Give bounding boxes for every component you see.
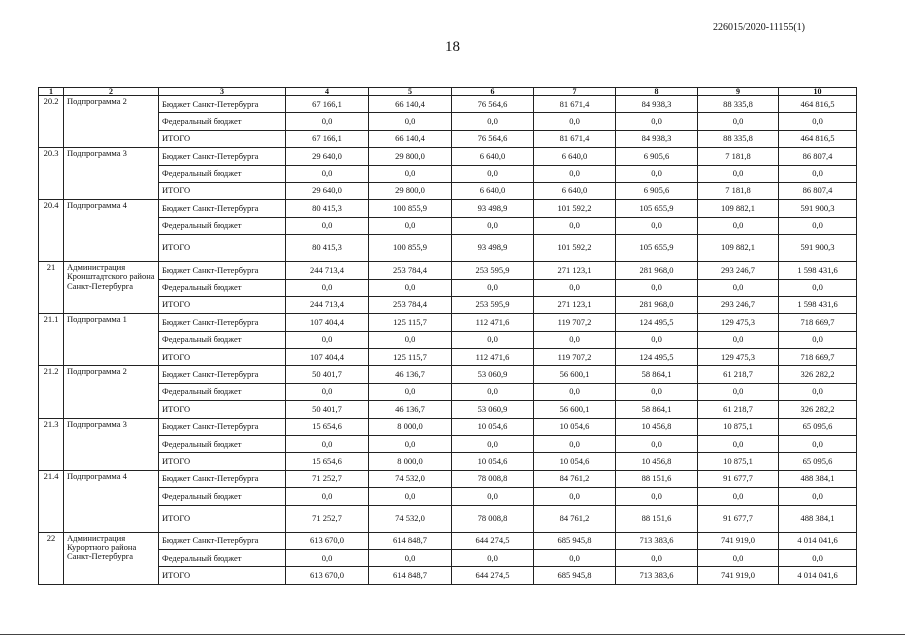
amount-cell: 84 938,3 — [616, 96, 698, 113]
amount-cell: 0,0 — [698, 331, 779, 348]
amount-cell: 8 000,0 — [369, 453, 452, 470]
amount-cell: 80 415,3 — [286, 235, 369, 262]
amount-cell: 0,0 — [369, 217, 452, 234]
amount-cell: 67 166,1 — [286, 96, 369, 113]
amount-cell: 0,0 — [616, 165, 698, 182]
amount-cell: 107 404,4 — [286, 314, 369, 331]
amount-cell: 0,0 — [698, 279, 779, 296]
amount-cell: 614 848,7 — [369, 567, 452, 584]
row-code: 20.3 — [39, 148, 64, 200]
funding-source: ИТОГО — [159, 235, 286, 262]
amount-cell: 0,0 — [286, 217, 369, 234]
amount-cell: 0,0 — [616, 331, 698, 348]
amount-cell: 0,0 — [616, 113, 698, 130]
amount-cell: 119 707,2 — [534, 314, 616, 331]
table-row — [39, 383, 857, 400]
amount-cell: 0,0 — [369, 165, 452, 182]
amount-cell: 0,0 — [286, 488, 369, 505]
funding-source: Бюджет Санкт-Петербурга — [159, 148, 286, 165]
amount-cell: 125 115,7 — [369, 349, 452, 366]
amount-cell: 0,0 — [779, 279, 857, 296]
program-name: Подпрограмма 2 — [64, 366, 159, 418]
amount-cell: 718 669,7 — [779, 314, 857, 331]
amount-cell: 0,0 — [369, 113, 452, 130]
page-bottom-rule — [0, 634, 905, 635]
table-row — [39, 262, 857, 279]
program-name: Подпрограмма 1 — [64, 314, 159, 366]
amount-cell: 591 900,3 — [779, 200, 857, 217]
column-header: 10 — [779, 88, 857, 96]
amount-cell: 253 595,9 — [452, 262, 534, 279]
funding-source: Федеральный бюджет — [159, 113, 286, 130]
amount-cell: 685 945,8 — [534, 567, 616, 584]
funding-source: Бюджет Санкт-Петербурга — [159, 366, 286, 383]
amount-cell: 6 905,6 — [616, 182, 698, 199]
amount-cell: 0,0 — [616, 383, 698, 400]
amount-cell: 10 054,6 — [452, 418, 534, 435]
funding-source: Федеральный бюджет — [159, 331, 286, 348]
amount-cell: 100 855,9 — [369, 200, 452, 217]
amount-cell: 741 919,0 — [698, 532, 779, 549]
amount-cell: 29 800,0 — [369, 148, 452, 165]
amount-cell: 10 054,6 — [452, 453, 534, 470]
amount-cell: 81 671,4 — [534, 130, 616, 147]
column-header: 2 — [64, 88, 159, 96]
funding-source: Федеральный бюджет — [159, 165, 286, 182]
amount-cell: 713 383,6 — [616, 567, 698, 584]
amount-cell: 50 401,7 — [286, 401, 369, 418]
amount-cell: 0,0 — [369, 549, 452, 566]
amount-cell: 124 495,5 — [616, 314, 698, 331]
table-row — [39, 182, 857, 199]
amount-cell: 88 151,6 — [616, 470, 698, 487]
amount-cell: 0,0 — [698, 383, 779, 400]
funding-source: ИТОГО — [159, 130, 286, 147]
table-row — [39, 331, 857, 348]
table-row — [39, 235, 857, 262]
amount-cell: 0,0 — [779, 383, 857, 400]
amount-cell: 0,0 — [286, 436, 369, 453]
funding-source: ИТОГО — [159, 182, 286, 199]
amount-cell: 93 498,9 — [452, 235, 534, 262]
amount-cell: 74 532,0 — [369, 505, 452, 532]
funding-source: ИТОГО — [159, 296, 286, 313]
table-row — [39, 470, 857, 487]
amount-cell: 4 014 041,6 — [779, 532, 857, 549]
program-name: Подпрограмма 4 — [64, 470, 159, 532]
amount-cell: 0,0 — [534, 165, 616, 182]
amount-cell: 488 384,1 — [779, 470, 857, 487]
amount-cell: 84 761,2 — [534, 505, 616, 532]
row-code: 21.4 — [39, 470, 64, 532]
funding-source: Бюджет Санкт-Петербурга — [159, 200, 286, 217]
amount-cell: 326 282,2 — [779, 401, 857, 418]
amount-cell: 100 855,9 — [369, 235, 452, 262]
amount-cell: 46 136,7 — [369, 401, 452, 418]
amount-cell: 0,0 — [452, 436, 534, 453]
amount-cell: 66 140,4 — [369, 130, 452, 147]
table-row — [39, 113, 857, 130]
amount-cell: 65 095,6 — [779, 418, 857, 435]
amount-cell: 1 598 431,6 — [779, 262, 857, 279]
table-row — [39, 532, 857, 549]
amount-cell: 0,0 — [534, 383, 616, 400]
amount-cell: 91 677,7 — [698, 470, 779, 487]
amount-cell: 81 671,4 — [534, 96, 616, 113]
amount-cell: 29 640,0 — [286, 148, 369, 165]
amount-cell: 0,0 — [698, 217, 779, 234]
amount-cell: 0,0 — [616, 279, 698, 296]
table-row — [39, 130, 857, 147]
column-header: 3 — [159, 88, 286, 96]
amount-cell: 10 054,6 — [534, 453, 616, 470]
amount-cell: 105 655,9 — [616, 200, 698, 217]
amount-cell: 281 968,0 — [616, 262, 698, 279]
row-code: 21 — [39, 262, 64, 314]
table-row — [39, 96, 857, 113]
amount-cell: 741 919,0 — [698, 567, 779, 584]
table-row — [39, 314, 857, 331]
amount-cell: 0,0 — [369, 436, 452, 453]
funding-source: ИТОГО — [159, 453, 286, 470]
column-header: 7 — [534, 88, 616, 96]
amount-cell: 1 598 431,6 — [779, 296, 857, 313]
table-body — [39, 96, 857, 585]
amount-cell: 101 592,2 — [534, 235, 616, 262]
amount-cell: 50 401,7 — [286, 366, 369, 383]
amount-cell: 80 415,3 — [286, 200, 369, 217]
amount-cell: 129 475,3 — [698, 349, 779, 366]
amount-cell: 10 875,1 — [698, 453, 779, 470]
table-row — [39, 296, 857, 313]
amount-cell: 464 816,5 — [779, 96, 857, 113]
amount-cell: 7 181,8 — [698, 148, 779, 165]
amount-cell: 88 335,8 — [698, 96, 779, 113]
funding-source: Бюджет Санкт-Петербурга — [159, 418, 286, 435]
table-row — [39, 349, 857, 366]
amount-cell: 10 054,6 — [534, 418, 616, 435]
table-row — [39, 567, 857, 584]
amount-cell: 0,0 — [698, 436, 779, 453]
table-row — [39, 279, 857, 296]
amount-cell: 78 008,8 — [452, 470, 534, 487]
table-row — [39, 549, 857, 566]
amount-cell: 0,0 — [452, 217, 534, 234]
row-code: 22 — [39, 532, 64, 584]
amount-cell: 56 600,1 — [534, 366, 616, 383]
amount-cell: 244 713,4 — [286, 262, 369, 279]
amount-cell: 10 875,1 — [698, 418, 779, 435]
funding-source: Федеральный бюджет — [159, 488, 286, 505]
amount-cell: 0,0 — [779, 549, 857, 566]
table-row — [39, 418, 857, 435]
amount-cell: 0,0 — [286, 279, 369, 296]
funding-source: ИТОГО — [159, 567, 286, 584]
program-name: Подпрограмма 4 — [64, 200, 159, 262]
amount-cell: 0,0 — [452, 113, 534, 130]
amount-cell: 0,0 — [534, 436, 616, 453]
amount-cell: 105 655,9 — [616, 235, 698, 262]
amount-cell: 129 475,3 — [698, 314, 779, 331]
amount-cell: 74 532,0 — [369, 470, 452, 487]
funding-source: Федеральный бюджет — [159, 383, 286, 400]
amount-cell: 0,0 — [452, 279, 534, 296]
amount-cell: 0,0 — [616, 549, 698, 566]
amount-cell: 107 404,4 — [286, 349, 369, 366]
amount-cell: 8 000,0 — [369, 418, 452, 435]
amount-cell: 6 905,6 — [616, 148, 698, 165]
amount-cell: 0,0 — [616, 488, 698, 505]
amount-cell: 644 274,5 — [452, 567, 534, 584]
amount-cell: 124 495,5 — [616, 349, 698, 366]
amount-cell: 293 246,7 — [698, 296, 779, 313]
amount-cell: 0,0 — [369, 279, 452, 296]
amount-cell: 91 677,7 — [698, 505, 779, 532]
program-name: Администрация Кронштадтского района Санкт-Петербурга — [64, 262, 159, 314]
amount-cell: 0,0 — [616, 217, 698, 234]
amount-cell: 112 471,6 — [452, 314, 534, 331]
amount-cell: 66 140,4 — [369, 96, 452, 113]
document-id: 226015/2020-11155(1) — [712, 22, 805, 33]
column-header: 8 — [616, 88, 698, 96]
amount-cell: 0,0 — [779, 436, 857, 453]
amount-cell: 0,0 — [286, 331, 369, 348]
amount-cell: 0,0 — [779, 165, 857, 182]
amount-cell: 0,0 — [452, 549, 534, 566]
amount-cell: 119 707,2 — [534, 349, 616, 366]
amount-cell: 326 282,2 — [779, 366, 857, 383]
amount-cell: 253 784,4 — [369, 262, 452, 279]
amount-cell: 76 564,6 — [452, 96, 534, 113]
amount-cell: 0,0 — [698, 165, 779, 182]
amount-cell: 58 864,1 — [616, 401, 698, 418]
amount-cell: 0,0 — [779, 217, 857, 234]
row-code: 21.3 — [39, 418, 64, 470]
table-row — [39, 505, 857, 532]
amount-cell: 0,0 — [616, 436, 698, 453]
amount-cell: 71 252,7 — [286, 505, 369, 532]
amount-cell: 0,0 — [534, 113, 616, 130]
amount-cell: 46 136,7 — [369, 366, 452, 383]
amount-cell: 10 456,8 — [616, 418, 698, 435]
row-code: 20.4 — [39, 200, 64, 262]
program-name: Подпрограмма 2 — [64, 96, 159, 148]
row-code: 21.2 — [39, 366, 64, 418]
amount-cell: 6 640,0 — [452, 182, 534, 199]
amount-cell: 0,0 — [452, 488, 534, 505]
amount-cell: 109 882,1 — [698, 200, 779, 217]
amount-cell: 464 816,5 — [779, 130, 857, 147]
table-row — [39, 148, 857, 165]
amount-cell: 93 498,9 — [452, 200, 534, 217]
budget-table — [38, 87, 857, 585]
amount-cell: 293 246,7 — [698, 262, 779, 279]
amount-cell: 0,0 — [452, 383, 534, 400]
amount-cell: 29 640,0 — [286, 182, 369, 199]
amount-cell: 125 115,7 — [369, 314, 452, 331]
amount-cell: 0,0 — [452, 165, 534, 182]
column-number-row — [39, 88, 857, 96]
row-code: 20.2 — [39, 96, 64, 148]
amount-cell: 58 864,1 — [616, 366, 698, 383]
amount-cell: 10 456,8 — [616, 453, 698, 470]
amount-cell: 244 713,4 — [286, 296, 369, 313]
program-name: Администрация Курортного района Санкт-Петербурга — [64, 532, 159, 584]
amount-cell: 0,0 — [286, 383, 369, 400]
amount-cell: 0,0 — [534, 279, 616, 296]
column-header: 6 — [452, 88, 534, 96]
amount-cell: 101 592,2 — [534, 200, 616, 217]
funding-source: ИТОГО — [159, 401, 286, 418]
funding-source: Федеральный бюджет — [159, 279, 286, 296]
page-number: 18 — [445, 39, 460, 55]
amount-cell: 685 945,8 — [534, 532, 616, 549]
amount-cell: 6 640,0 — [534, 148, 616, 165]
amount-cell: 53 060,9 — [452, 401, 534, 418]
amount-cell: 56 600,1 — [534, 401, 616, 418]
amount-cell: 0,0 — [369, 331, 452, 348]
amount-cell: 67 166,1 — [286, 130, 369, 147]
table-row — [39, 401, 857, 418]
funding-source: ИТОГО — [159, 349, 286, 366]
amount-cell: 6 640,0 — [452, 148, 534, 165]
amount-cell: 15 654,6 — [286, 453, 369, 470]
amount-cell: 271 123,1 — [534, 262, 616, 279]
amount-cell: 0,0 — [698, 113, 779, 130]
funding-source: Федеральный бюджет — [159, 217, 286, 234]
amount-cell: 713 383,6 — [616, 532, 698, 549]
amount-cell: 86 807,4 — [779, 182, 857, 199]
amount-cell: 0,0 — [286, 165, 369, 182]
amount-cell: 281 968,0 — [616, 296, 698, 313]
amount-cell: 88 335,8 — [698, 130, 779, 147]
amount-cell: 86 807,4 — [779, 148, 857, 165]
funding-source: Федеральный бюджет — [159, 436, 286, 453]
amount-cell: 29 800,0 — [369, 182, 452, 199]
amount-cell: 0,0 — [779, 488, 857, 505]
amount-cell: 0,0 — [779, 331, 857, 348]
amount-cell: 644 274,5 — [452, 532, 534, 549]
amount-cell: 71 252,7 — [286, 470, 369, 487]
amount-cell: 0,0 — [286, 549, 369, 566]
funding-source: Бюджет Санкт-Петербурга — [159, 314, 286, 331]
amount-cell: 15 654,6 — [286, 418, 369, 435]
amount-cell: 84 761,2 — [534, 470, 616, 487]
amount-cell: 53 060,9 — [452, 366, 534, 383]
column-header: 5 — [369, 88, 452, 96]
amount-cell: 718 669,7 — [779, 349, 857, 366]
table-row — [39, 217, 857, 234]
amount-cell: 0,0 — [369, 383, 452, 400]
amount-cell: 613 670,0 — [286, 532, 369, 549]
row-code: 21.1 — [39, 314, 64, 366]
program-name: Подпрограмма 3 — [64, 148, 159, 200]
amount-cell: 0,0 — [534, 217, 616, 234]
amount-cell: 0,0 — [534, 549, 616, 566]
amount-cell: 76 564,6 — [452, 130, 534, 147]
funding-source: Бюджет Санкт-Петербурга — [159, 262, 286, 279]
funding-source: Бюджет Санкт-Петербурга — [159, 470, 286, 487]
table-row — [39, 366, 857, 383]
column-header: 1 — [39, 88, 64, 96]
amount-cell: 6 640,0 — [534, 182, 616, 199]
amount-cell: 0,0 — [534, 331, 616, 348]
amount-cell: 109 882,1 — [698, 235, 779, 262]
amount-cell: 0,0 — [698, 549, 779, 566]
amount-cell: 613 670,0 — [286, 567, 369, 584]
amount-cell: 4 014 041,6 — [779, 567, 857, 584]
amount-cell: 0,0 — [286, 113, 369, 130]
table-row — [39, 165, 857, 182]
amount-cell: 271 123,1 — [534, 296, 616, 313]
funding-source: Бюджет Санкт-Петербурга — [159, 532, 286, 549]
table-row — [39, 200, 857, 217]
column-header: 9 — [698, 88, 779, 96]
table-row — [39, 453, 857, 470]
amount-cell: 112 471,6 — [452, 349, 534, 366]
amount-cell: 488 384,1 — [779, 505, 857, 532]
amount-cell: 614 848,7 — [369, 532, 452, 549]
funding-source: Федеральный бюджет — [159, 549, 286, 566]
funding-source: ИТОГО — [159, 505, 286, 532]
amount-cell: 0,0 — [698, 488, 779, 505]
amount-cell: 591 900,3 — [779, 235, 857, 262]
amount-cell: 0,0 — [452, 331, 534, 348]
program-name: Подпрограмма 3 — [64, 418, 159, 470]
amount-cell: 0,0 — [779, 113, 857, 130]
table-row — [39, 488, 857, 505]
amount-cell: 61 218,7 — [698, 401, 779, 418]
table-row — [39, 436, 857, 453]
amount-cell: 65 095,6 — [779, 453, 857, 470]
column-header: 4 — [286, 88, 369, 96]
amount-cell: 84 938,3 — [616, 130, 698, 147]
amount-cell: 78 008,8 — [452, 505, 534, 532]
amount-cell: 0,0 — [369, 488, 452, 505]
amount-cell: 88 151,6 — [616, 505, 698, 532]
amount-cell: 0,0 — [534, 488, 616, 505]
amount-cell: 253 595,9 — [452, 296, 534, 313]
amount-cell: 7 181,8 — [698, 182, 779, 199]
amount-cell: 253 784,4 — [369, 296, 452, 313]
amount-cell: 61 218,7 — [698, 366, 779, 383]
funding-source: Бюджет Санкт-Петербурга — [159, 96, 286, 113]
